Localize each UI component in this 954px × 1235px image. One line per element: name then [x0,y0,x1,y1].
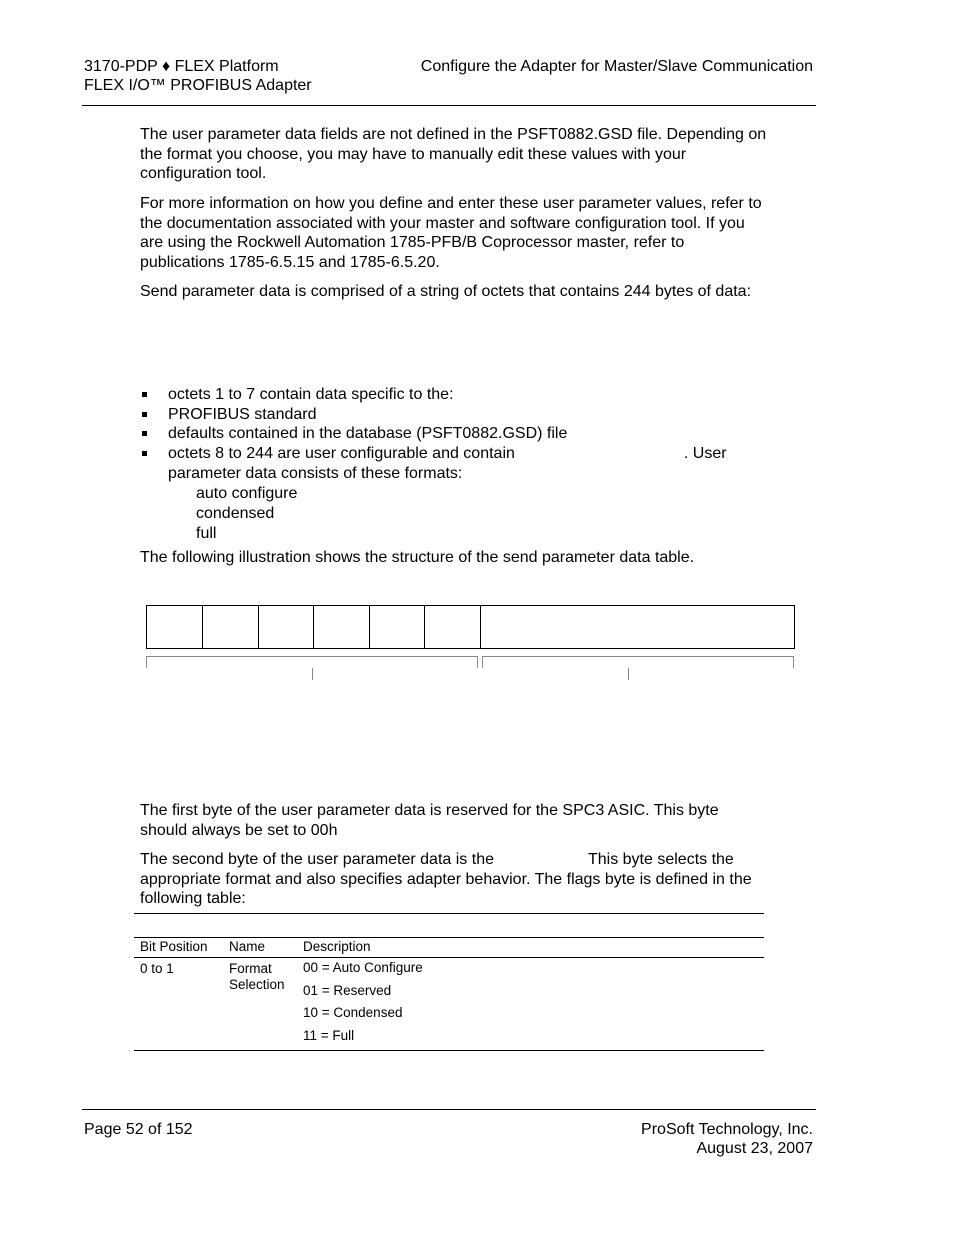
format-item-full: full [196,524,217,542]
bracket-tick [628,668,629,680]
bullet-continuation: parameter data consists of these formats: [168,464,463,482]
bullet-text: octets 8 to 244 are user configurable and contain [168,445,515,463]
octet-bullet-list [140,385,780,484]
header-left-line2: FLEX I/O™ PROFIBUS Adapter [84,77,312,94]
description-line: 11 = Full [303,1027,355,1043]
list-item [140,405,780,425]
table-top-rule [134,913,764,914]
octet-cell [369,605,425,649]
octet-cell [146,605,203,649]
header-product [84,57,312,95]
header-section-title: Configure the Adapter for Master/Slave Communication [420,58,813,75]
format-item-condensed: condensed [196,504,275,522]
octet-cell [424,605,481,649]
table-bottom-rule [134,1050,764,1051]
list-item [140,424,780,444]
header-left-line1: 3170-PDP ♦ FLEX Platform [84,58,279,75]
column-header-description: Description [297,937,764,958]
cell-description [297,958,764,1049]
user-octets-bracket [482,656,794,668]
second-byte-lead: The second byte of the user parameter data is the [140,851,494,868]
bullet-suffix: . User [683,445,727,463]
description-line: 10 = Condensed [303,1005,403,1020]
paragraph-send-param: Send parameter data is comprised of a string of octets that contains 244 bytes of data: [140,283,752,300]
description-line: 01 = Reserved [303,982,392,998]
list-item [140,385,780,405]
footer-rule [82,1109,816,1110]
paragraph-illustration: The following illustration shows the structure of the send parameter data table. [140,549,695,566]
description-line: 00 = Auto Configure [303,960,423,975]
bullet-text: PROFIBUS standard [168,405,317,423]
bullet-square-icon [142,431,147,436]
footer-company-block [641,1120,813,1158]
list-item [140,444,780,483]
bullet-text: octets 1 to 7 contain data specific to the: [168,386,454,403]
paragraph-first-byte: The first byte of the user parameter data is reserved for the SPC3 ASIC. This byte should always be set to 00h [140,802,719,839]
octet-cell [202,605,259,649]
footer-page-number: Page 52 of 152 [84,1121,193,1138]
paragraph-more-info: For more information on how you define and enter these user parameter values, refer to the documentation associated with your master and software configuration tool. If you are using the Rockwell Automation 1785-PFB/B Coprocessor master, refer to publications 1785-6.5.15 and 1785-6.5.20. [140,195,762,271]
table-header-row [134,937,764,958]
header-rule [82,105,816,106]
bullet-text: defaults contained in the database (PSFT0882.GSD) file [168,425,568,443]
standard-octets-bracket [146,656,478,668]
paragraph-second-byte [140,850,760,909]
cell-bit-position: 0 to 1 [140,961,174,976]
user-parameter-cell [480,605,795,649]
cell-name: Format Selection [229,961,285,992]
bracket-tick [312,668,313,680]
column-header-name: Name [223,937,297,958]
footer-date: August 23, 2007 [696,1140,813,1157]
second-byte-rest: This byte selects the appropriate format and also specifies adapter behavior. The flags byte is defined in the following table: [140,851,752,907]
bullet-square-icon [142,392,147,397]
footer-company: ProSoft Technology, Inc. [641,1121,813,1138]
bullet-square-icon [142,451,147,456]
send-parameter-diagram [146,605,795,649]
table-row [134,958,764,1049]
octet-cell [258,605,314,649]
column-header-bit: Bit Position [134,937,223,958]
format-list [140,484,540,544]
format-item-auto: auto configure [196,485,298,502]
bullet-square-icon [142,412,147,417]
flags-table [134,937,764,1048]
paragraph-gsd-note: The user parameter data fields are not defined in the PSFT0882.GSD file. Depending on the format you choose, you may have to manually edit these values with your configuration tool. [140,126,767,182]
octet-cell [313,605,370,649]
